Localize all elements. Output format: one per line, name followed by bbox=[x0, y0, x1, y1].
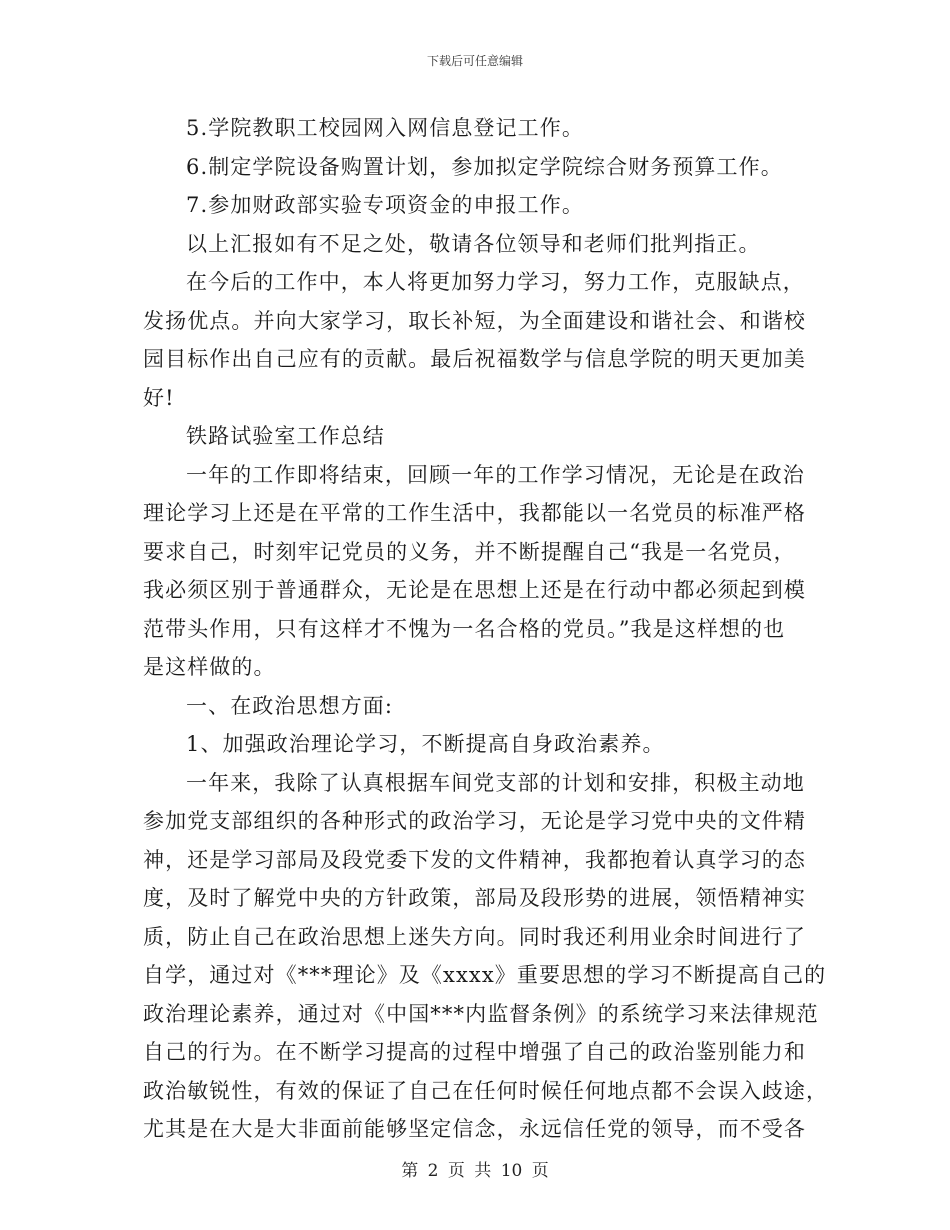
paragraph-line: 尤其是在大是大非面前能够坚定信念，永远信任党的领导，而不受各 bbox=[143, 1117, 806, 1141]
paragraph-line: 理论学习上还是在平常的工作生活中，我都能以一名党员的标准严格 bbox=[143, 501, 806, 525]
paragraph-line: 一年的工作即将结束，回顾一年的工作学习情况，无论是在政治 bbox=[186, 462, 805, 487]
paragraph-line: 自己的行为。在不断学习提高的过程中增强了自己的政治鉴别能力和 bbox=[143, 1040, 806, 1064]
paragraph-line: 园目标作出自己应有的贡献。最后祝福数学与信息学院的明天更加美 bbox=[143, 347, 806, 371]
paragraph-line: 范带头作用，只有这样才不愧为一名合格的党员。”我是这样想的也 bbox=[143, 616, 786, 641]
paragraph-line: 神，还是学习部局及段党委下发的文件精神，我都抱着认真学习的态 bbox=[143, 847, 806, 872]
paragraph-line: 政治理论素养，通过对《中国***内监督条例》的系统学习来法律规范 bbox=[143, 1001, 819, 1026]
paragraph-line: 自学，通过对《***理论》及《xxxx》重要思想的学习不断提高自己的 bbox=[143, 963, 827, 987]
section-title: 铁路试验室工作总结 bbox=[186, 424, 385, 448]
list-item: 6.制定学院设备购置计划，参加拟定学院综合财务预算工作。 bbox=[186, 154, 783, 179]
paragraph-line: 参加党支部组织的各种形式的政治学习，无论是学习党中央的文件精 bbox=[143, 809, 806, 833]
paragraph-line: 要求自己，时刻牢记党员的义务，并不断提醒自己“我是一名党员， bbox=[143, 539, 796, 564]
list-item: 7.参加财政部实验专项资金的申报工作。 bbox=[186, 193, 584, 217]
paragraph-line: 是这样做的。 bbox=[143, 655, 276, 679]
paragraph-line: 政治敏锐性，有效的保证了自己在任何时候任何地点都不会误入歧途， bbox=[143, 1078, 829, 1103]
section-heading: 一、在政治思想方面: bbox=[186, 693, 394, 718]
paragraph-line: 度，及时了解党中央的方针政策，部局及段形势的进展，领悟精神实 bbox=[143, 886, 806, 910]
paragraph-line: 我必须区别于普通群众，无论是在思想上还是在行动中都必须起到模 bbox=[143, 578, 806, 602]
paragraph-line: 一年来，我除了认真根据车间党支部的计划和安排，积极主动地 bbox=[186, 770, 805, 795]
paragraph-line: 在今后的工作中，本人将更加努力学习，努力工作，克服缺点， bbox=[186, 270, 805, 294]
paragraph-line: 以上汇报如有不足之处，敬请各位领导和老师们批判指正。 bbox=[186, 231, 761, 256]
subsection-heading: 1、加强政治理论学习，不断提高自身政治素养。 bbox=[186, 732, 665, 756]
page-header: 下载后可任意编辑 bbox=[426, 54, 523, 68]
list-item: 5.学院教职工校园网入网信息登记工作。 bbox=[186, 116, 584, 140]
document-body bbox=[143, 109, 829, 1149]
paragraph-line: 质，防止自己在政治思想上迷失方向。同时我还利用业余时间进行了 bbox=[143, 924, 806, 949]
paragraph-line: 好! bbox=[143, 385, 175, 410]
page-number: 第 2 页 共 10 页 bbox=[401, 1161, 549, 1181]
paragraph-line: 发扬优点。并向大家学习，取长补短，为全面建设和谐社会、和谐校 bbox=[143, 308, 806, 333]
